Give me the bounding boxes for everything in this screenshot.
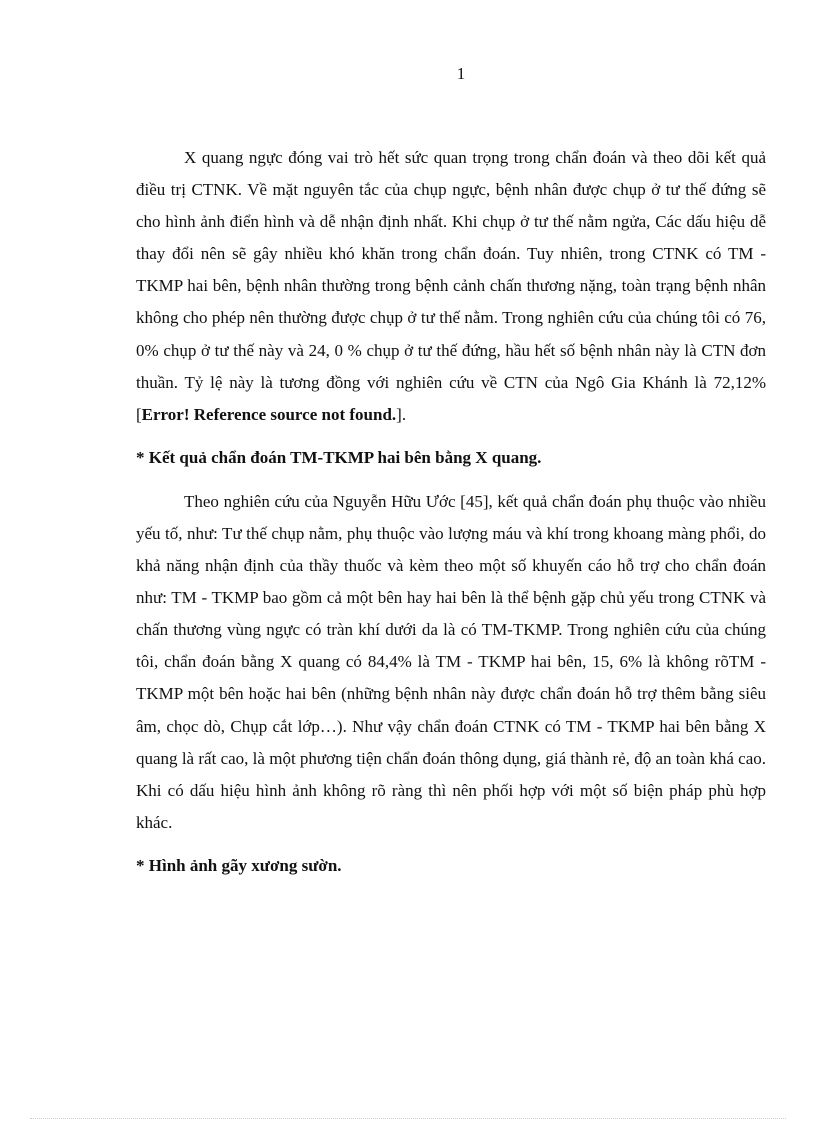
paragraph-text: X quang ngực đóng vai trò hết sức quan trọng trong chẩn đoán và theo dõi kết quả điều trị CTNK. Về mặt nguyên tắc của chụp ngực, bệnh nhân được chụp ở tư thế đứng sẽ cho hình ảnh điển hình và dễ nhận định nhất. Khi chụp ở tư thế nằm ngửa, Các dấu hiệu dễ thay đổi nên sẽ gây nhiều khó khăn trong chẩn đoán. Tuy nhiên, trong CTNK có TM - TKMP hai bên, bệnh nhân thường trong bệnh cảnh chấn thương nặng, toàn trạng bệnh nhân không cho phép nên thường được chụp ở tư thế nằm. Trong nghiên cứu của chúng tôi có 76, 0% chụp ở tư thế này và 24, 0 % chụp ở tư thế đứng, hầu hết số bệnh nhân này là CTN đơn thuần. Tỷ lệ này là tương đồng với nghiên cứu về CTN của Ngô Gia Khánh là 72,12% [	[136, 148, 766, 424]
document-body	[136, 142, 766, 882]
paragraph-text-end: ].	[396, 404, 407, 424]
section-heading-diagnosis: * Kết quả chẩn đoán TM-TKMP hai bên bằng X quang.	[136, 447, 542, 467]
paragraph-xray-role	[136, 142, 766, 431]
page-bottom-divider	[30, 1118, 786, 1119]
reference-error: Error! Reference source not found.	[141, 404, 397, 424]
page-number: 1	[456, 64, 466, 83]
paragraph-diagnosis-results: Theo nghiên cứu của Nguyễn Hữu Ước [45], kết quả chẩn đoán phụ thuộc vào nhiều yếu tố, như: Tư thế chụp nằm, phụ thuộc vào lượng máu và khí trong khoang màng phổi, do khả năng nhận định của thầy thuốc và kèm theo một số khuyến cáo hỗ trợ cho chẩn đoán như: TM - TKMP bao gồm cả một bên hay hai bên là thể bệnh gặp chủ yếu trong CTNK và chấn thương vùng ngực có tràn khí dưới da là có TM-TKMP. Trong nghiên cứu của chúng tôi, chẩn đoán bằng X quang có 84,4% là TM - TKMP hai bên, 15, 6% là không rõTM - TKMP một bên hoặc hai bên (những bệnh nhân này được chẩn đoán hỗ trợ thêm bằng siêu âm, chọc dò, Chụp cắt lớp…). Như vậy chẩn đoán CTNK có TM - TKMP hai bên bằng X quang là rất cao, là một phương tiện chẩn đoán thông dụng, giá thành rẻ, độ an toàn khá cao. Khi có dấu hiệu hình ảnh không rõ ràng thì nên phối hợp với một số biện pháp phù hợp khác.	[136, 491, 766, 832]
section-heading-rib-fracture: * Hình ảnh gãy xương sườn.	[136, 855, 342, 875]
